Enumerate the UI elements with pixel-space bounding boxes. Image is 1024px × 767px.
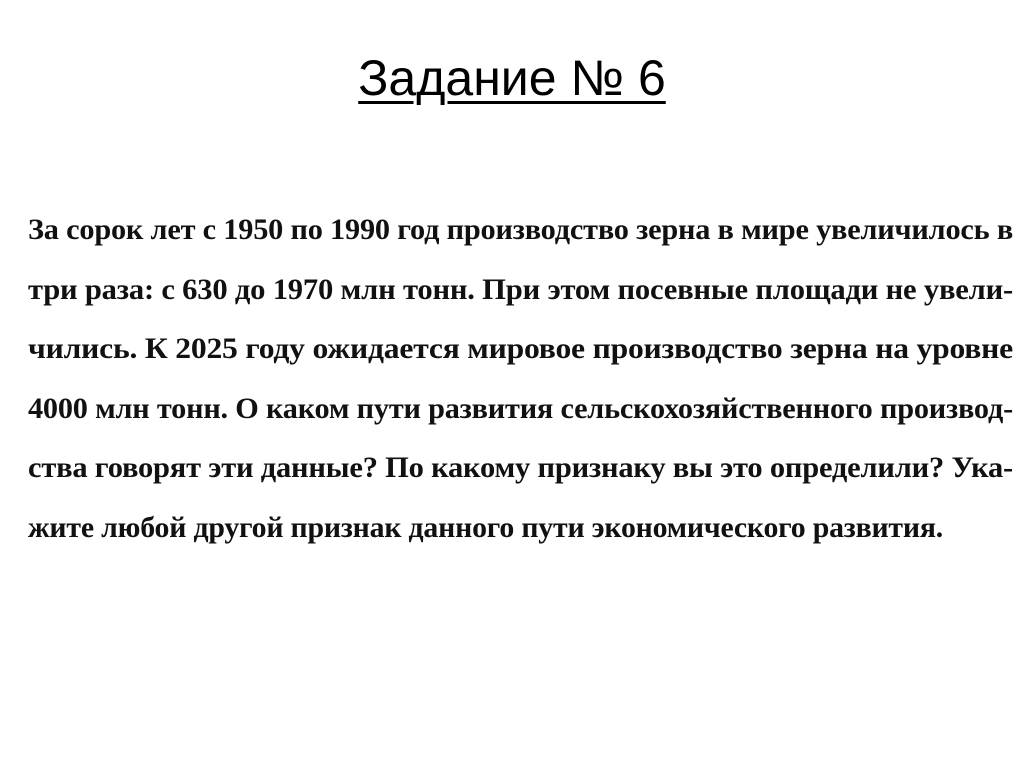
task-line-4: 4000 млн тонн. О каком пути развития сельскохозяйственного производ- xyxy=(28,391,1013,425)
task-line-3: чились. К 2025 году ожидается мировое производство зерна на уровне xyxy=(28,332,1013,365)
task-line-1: За сорок лет с 1950 по 1990 год производство зерна в мире увеличилось в xyxy=(28,213,1014,246)
task-line-5: ства говорят эти данные? По какому признаку вы это определили? Ука- xyxy=(28,451,1014,484)
task-line-2: три раза: с 630 до 1970 млн тонн. При этом посевные площади не увели- xyxy=(28,272,1014,306)
task-text xyxy=(28,200,1016,557)
slide-title: Задание № 6 xyxy=(358,50,666,106)
task-line-6: жите любой другой признак данного пути экономического развития. xyxy=(28,510,944,544)
